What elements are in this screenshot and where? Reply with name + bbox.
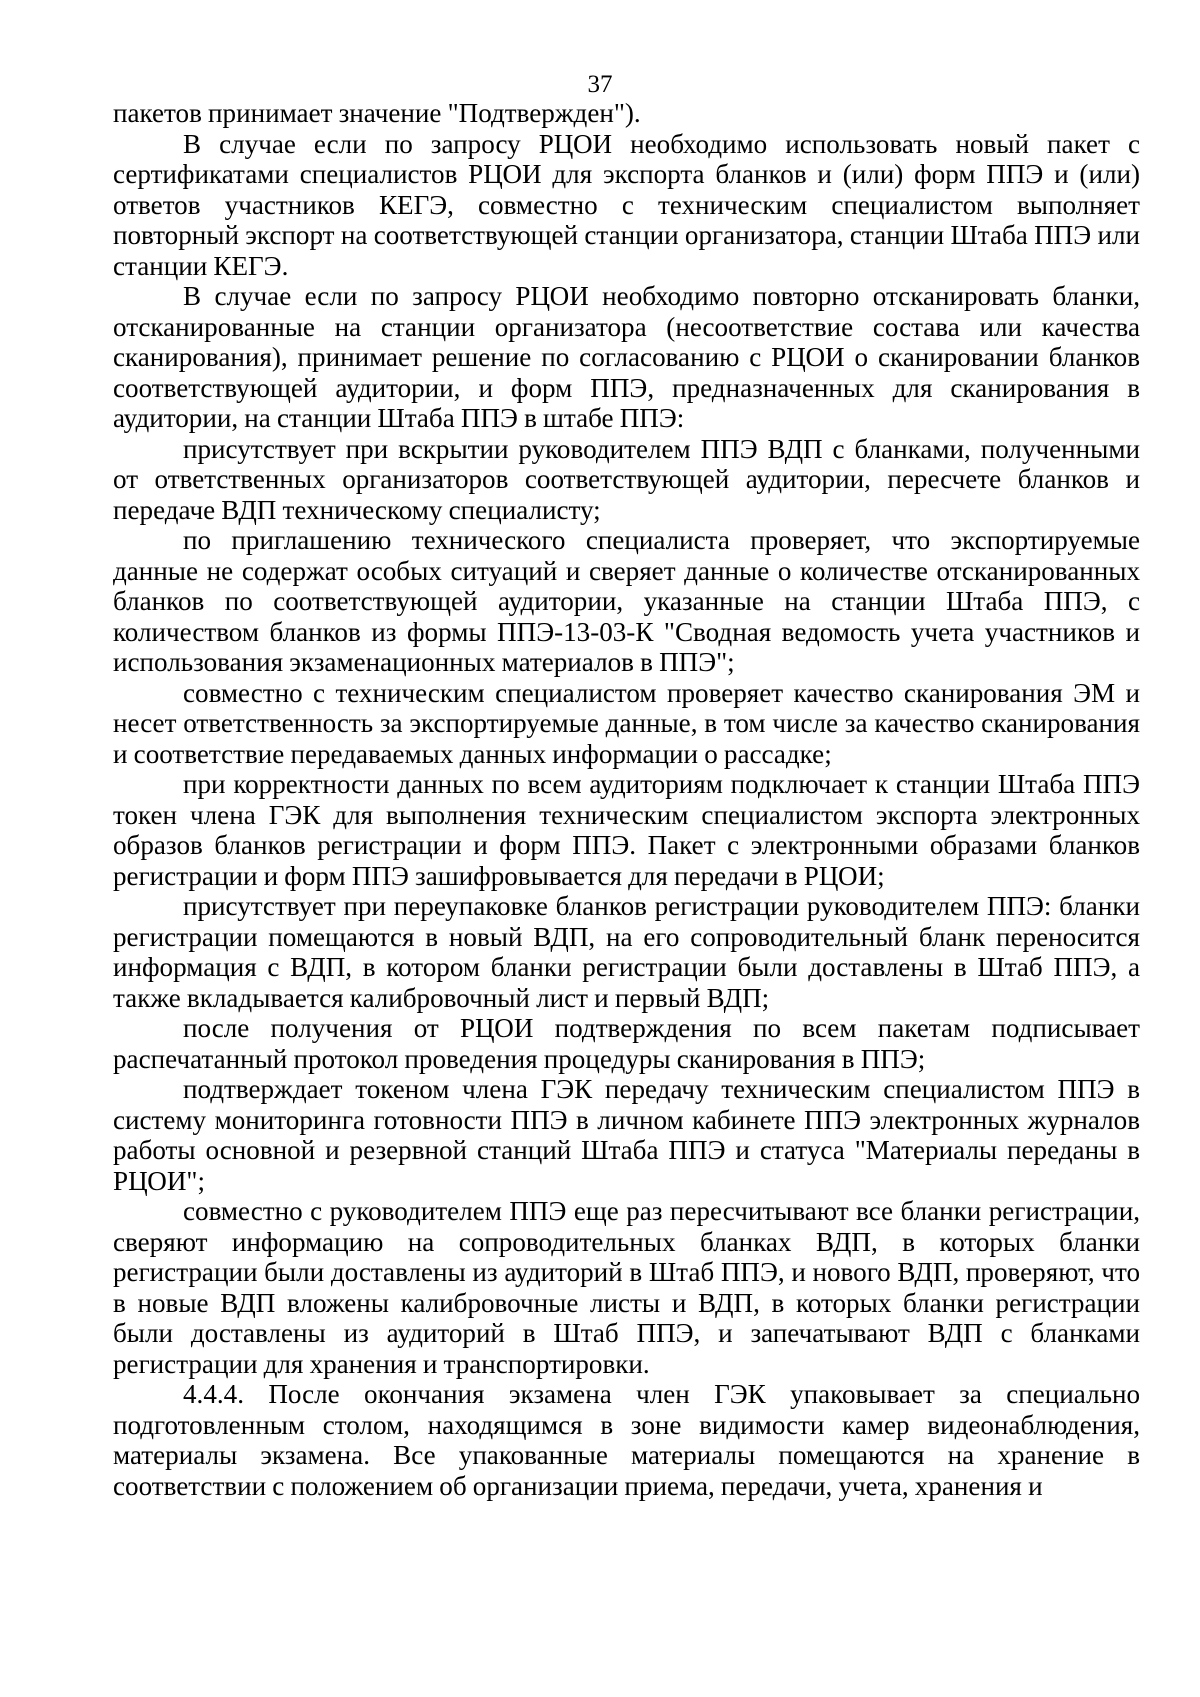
paragraph: совместно с руководителем ППЭ еще раз пересчитывают все бланки регистрации, сверяют информацию на сопроводительных бланках ВДП, в которых бланки регистрации были доставлены из аудиторий в Штаб ППЭ, и нового ВДП, проверяют, что в новые ВДП вложены калибровочные листы и ВДП, в которых бланки регистрации были доставлены из аудиторий в Штаб ППЭ, и запечатывают ВДП с бланками регистрации для хранения и транспортировки. xyxy=(113,1196,1140,1379)
paragraph: пакетов принимает значение "Подтвержден"). xyxy=(113,98,641,128)
paragraph: совместно с техническим специалистом проверяет качество сканирования ЭМ и несет ответственность за экспортируемые данные, в том числе за качество сканирования и соответствие передаваемых данных информации о рассадке; xyxy=(113,677,1140,769)
page-number: 37 xyxy=(587,71,613,98)
paragraph: по приглашению технического специалиста проверяет, что экспортируемые данные не содержат особых ситуаций и сверяет данные о количестве отсканированных бланков по соответствующей аудитории, указанные на станции Штаба ППЭ, с количеством бланков из формы ППЭ-13-03-К "Сводная ведомость учета участников и использования экзаменационных материалов в ППЭ"; xyxy=(113,525,1140,677)
paragraph: при корректности данных по всем аудиториям подключает к станции Штаба ППЭ токен члена ГЭК для выполнения техническим специалистом экспорта электронных образов бланков регистрации и форм ППЭ. Пакет с электронными образами бланков регистрации и форм ППЭ зашифровывается для передачи в РЦОИ; xyxy=(113,769,1140,891)
paragraph: подтверждает токеном члена ГЭК передачу техническим специалистом ППЭ в систему мониторинга готовности ППЭ в личном кабинете ППЭ электронных журналов работы основной и резервной станций Штаба ППЭ и статуса "Материалы переданы в РЦОИ"; xyxy=(113,1074,1140,1196)
body-text xyxy=(113,98,1140,1501)
paragraph: 4.4.4. После окончания экзамена член ГЭК упаковывает за специально подготовленным столом, находящимся в зоне видимости камер видеонаблюдения, материалы экзамена. Все упакованные материалы помещаются на хранение в соответствии с положением об организации приема, передачи, учета, хранения и xyxy=(113,1379,1140,1501)
paragraph: присутствует при вскрытии руководителем ППЭ ВДП с бланками, полученными от ответственных организаторов соответствующей аудитории, пересчете бланков и передаче ВДП техническому специалисту; xyxy=(113,433,1140,525)
paragraph: В случае если по запросу РЦОИ необходимо использовать новый пакет с сертификатами специалистов РЦОИ для экспорта бланков и (или) форм ППЭ и (или) ответов участников КЕГЭ, совместно с техническим специалистом выполняет повторный экспорт на соответствующей станции организатора, станции Штаба ППЭ или станции КЕГЭ. xyxy=(113,128,1140,281)
paragraph: В случае если по запросу РЦОИ необходимо повторно отсканировать бланки, отсканированные на станции организатора (несоответствие состава или качества сканирования), принимает решение по согласованию с РЦОИ о сканировании бланков соответствующей аудитории, и форм ППЭ, предназначенных для сканирования в аудитории, на станции Штаба ППЭ в штабе ППЭ: xyxy=(113,281,1140,433)
paragraph: присутствует при переупаковке бланков регистрации руководителем ППЭ: бланки регистрации помещаются в новый ВДП, на его сопроводительный бланк переносится информация с ВДП, в котором бланки регистрации были доставлены в Штаб ППЭ, а также вкладывается калибровочный лист и первый ВДП; xyxy=(113,891,1140,1013)
paragraph: после получения от РЦОИ подтверждения по всем пакетам подписывает распечатанный протокол проведения процедуры сканирования в ППЭ; xyxy=(113,1013,1140,1074)
